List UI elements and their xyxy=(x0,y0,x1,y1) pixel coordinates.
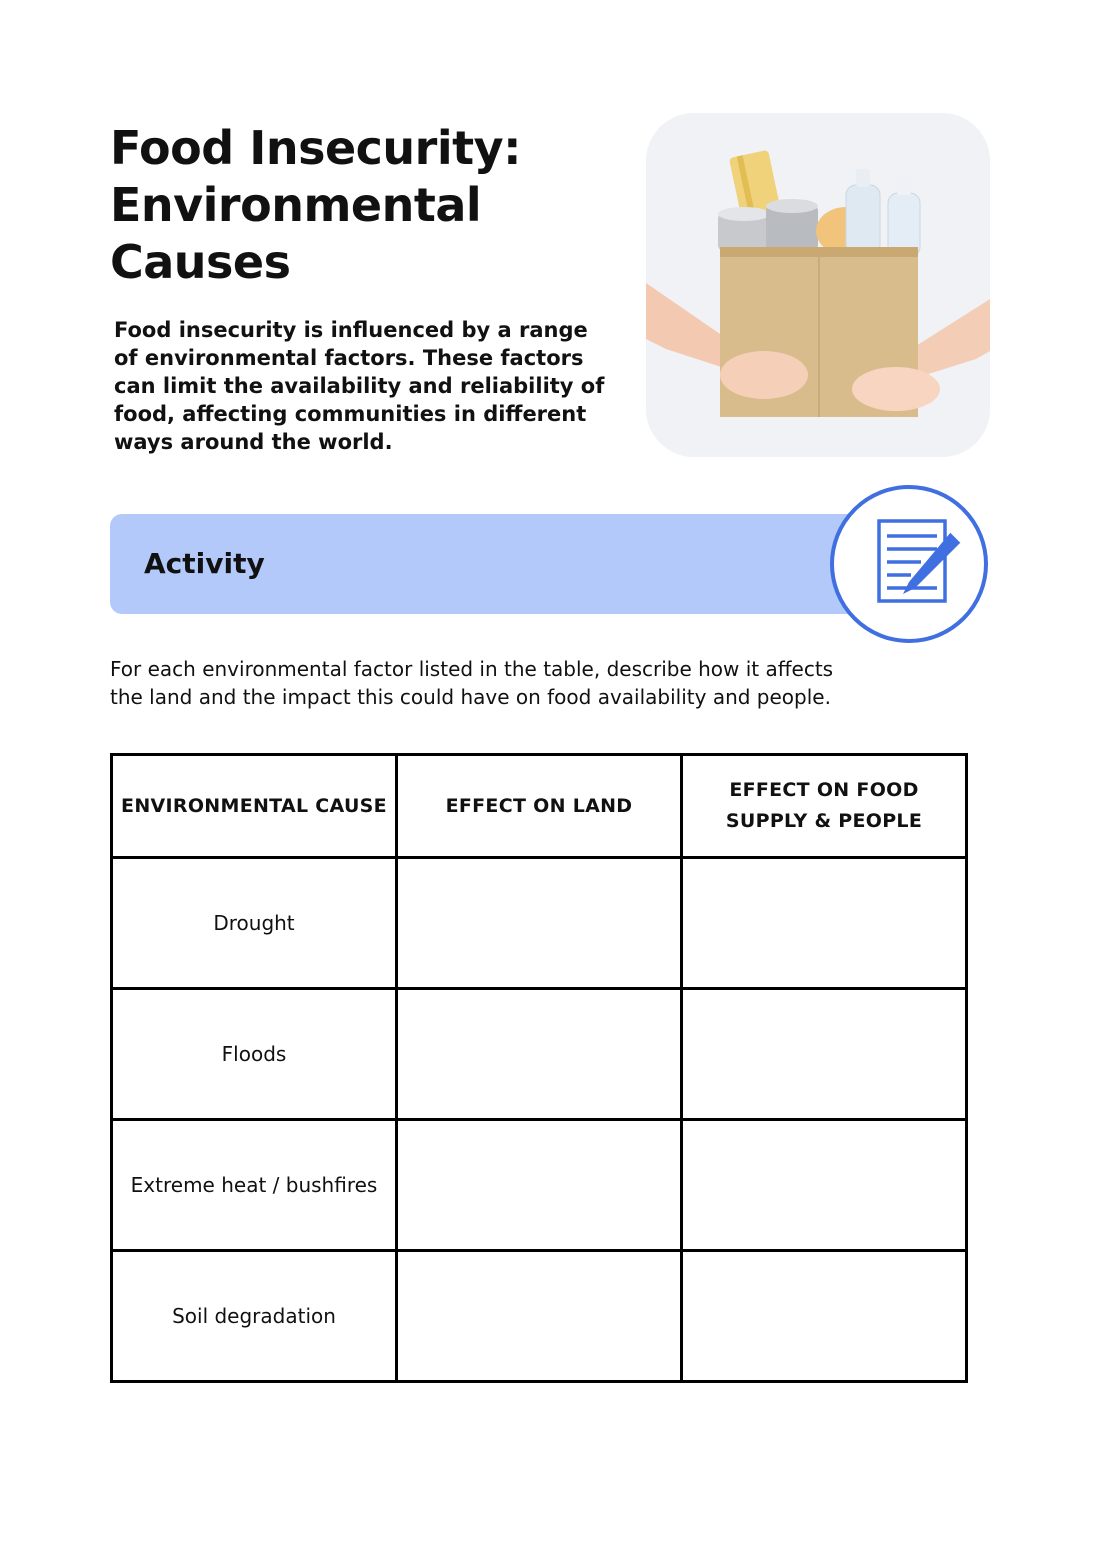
effect-on-land-cell[interactable] xyxy=(397,1251,682,1382)
page-title xyxy=(110,120,610,291)
cause-cell: Floods xyxy=(112,989,397,1120)
effect-on-food-cell[interactable] xyxy=(682,858,967,989)
table-row xyxy=(112,989,967,1120)
effect-on-food-cell[interactable] xyxy=(682,989,967,1120)
activity-table-wrapper xyxy=(110,753,968,1383)
header-environmental-cause: ENVIRONMENTAL CAUSE xyxy=(112,755,397,858)
table-row xyxy=(112,858,967,989)
activity-instructions: For each environmental factor listed in the table, describe how it affects the land and the impact this could have on food availability and people. xyxy=(110,657,834,709)
header-effect-on-food-supply: EFFECT ON FOOD SUPPLY & PEOPLE xyxy=(682,755,967,858)
cause-cell: Drought xyxy=(112,858,397,989)
effect-on-food-cell[interactable] xyxy=(682,1120,967,1251)
table-row xyxy=(112,1120,967,1251)
activity-table xyxy=(110,753,968,1383)
cause-cell: Soil degradation xyxy=(112,1251,397,1382)
header-effect-on-land: EFFECT ON LAND xyxy=(397,755,682,858)
effect-on-land-cell[interactable] xyxy=(397,989,682,1120)
intro-paragraph: Food insecurity is influenced by a range of environmental factors. These factors can limit the availability and reliability of food, affecting communities in different ways around the world. xyxy=(114,318,605,454)
effect-on-land-cell[interactable] xyxy=(397,858,682,989)
cause-cell: Extreme heat / bushfires xyxy=(112,1120,397,1251)
activity-banner xyxy=(110,514,890,614)
food-donation-box-photo xyxy=(646,113,990,457)
worksheet-pencil-icon xyxy=(829,484,989,644)
activity-heading: Activity xyxy=(144,547,265,580)
effect-on-land-cell[interactable] xyxy=(397,1120,682,1251)
title-line-3: Causes xyxy=(110,235,291,289)
title-line-1: Food Insecurity: xyxy=(110,121,521,175)
title-line-2: Environmental xyxy=(110,178,482,232)
table-header-row xyxy=(112,755,967,858)
effect-on-food-cell[interactable] xyxy=(682,1251,967,1382)
table-row xyxy=(112,1251,967,1382)
